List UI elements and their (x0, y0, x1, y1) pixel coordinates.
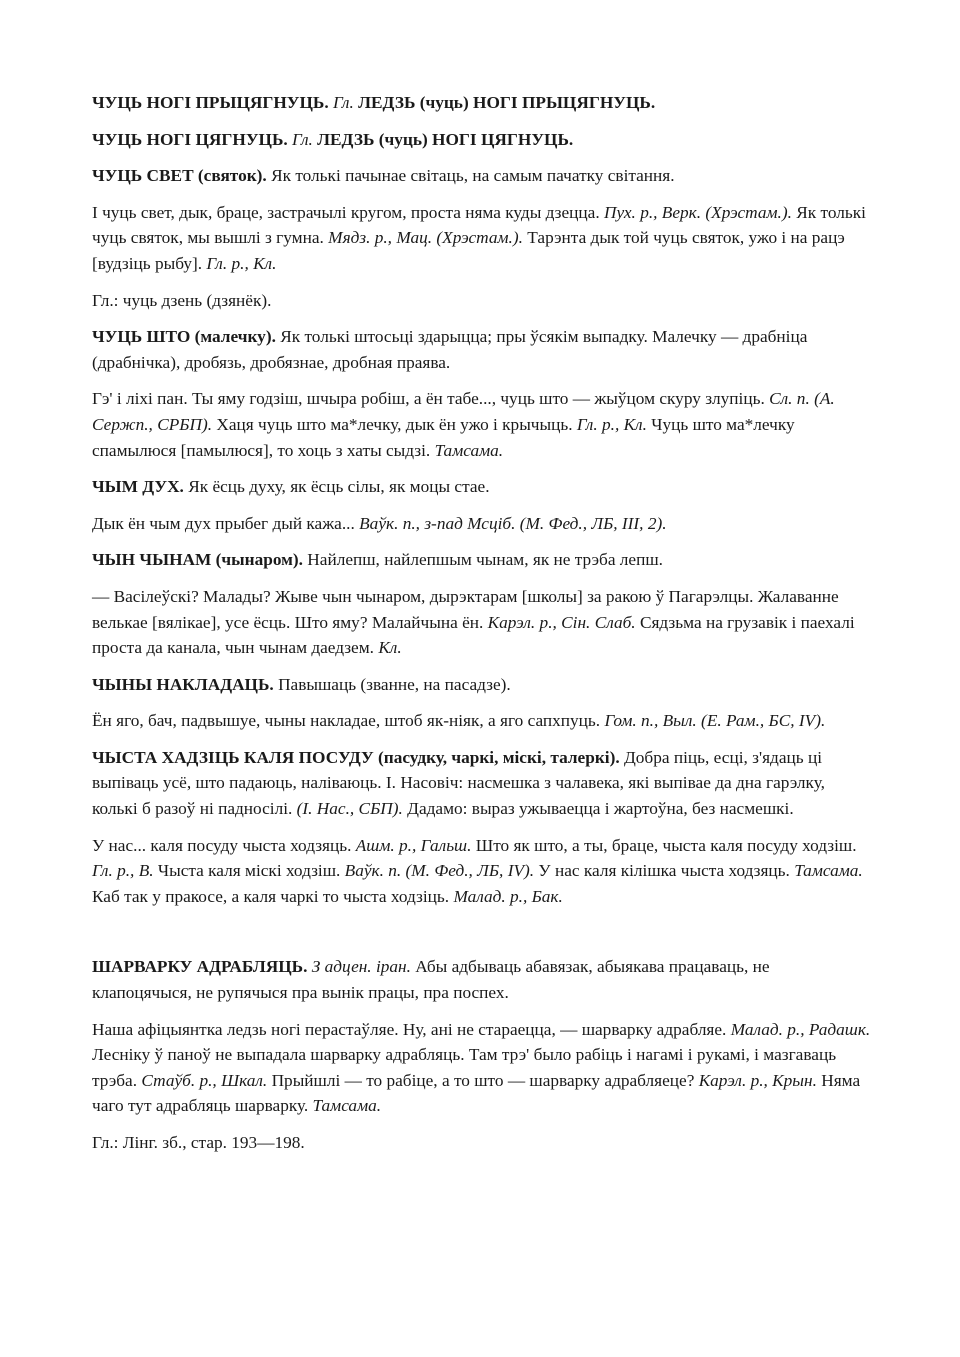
example-paragraph (92, 1017, 872, 1119)
entry-heading (92, 954, 872, 1005)
headword: ЧУЦЬ СВЕТ (святок). (92, 166, 267, 186)
source-citation: Ваўк. п. (М. Фед., ЛБ, IV). (344, 861, 535, 881)
headword: ЧУЦЬ НОГІ ЦЯГНУЦЬ. (92, 129, 288, 149)
source-citation: Гом. п., Выл. (Е. Рам., БС, IV). (604, 711, 826, 731)
example-paragraph (92, 584, 872, 661)
example-paragraph (92, 511, 872, 537)
example-text: Хаця чуць што ма*лечку, дык ён ужо і крычыць. (212, 414, 577, 434)
headword: ЧЫСТА ХАДЗІЦЬ КАЛЯ ПОСУДУ (пасудку, чаркі, міскі, талеркі). (92, 747, 620, 767)
see-also-paragraph (92, 288, 872, 314)
see-also-paragraph (92, 1130, 872, 1156)
example-text: Тарэнта дык той чуць святок, ужо і на рацэ [вудзіць рыбу]. (92, 228, 845, 273)
example-text: Лесніку ў паноў не выпадала шарварку адрабляць. Там трэ' было рабіць і нагамі і рукамі, і мазгаваць трэба. (92, 1045, 837, 1090)
example-text: — Васілеўскі? Малады? Жыве чын чынаром, дырэктарам [школы] за ракою ў Пагарэлцы. Жалаванне велькае [вялікае], усе ёсць. Што яму? Малайчына ён. (92, 586, 839, 632)
example-text: Наша афіцыянтка ледзь ногі перастаўляе. Ну, ані не стараецца, — шарварку адрабляе. (92, 1019, 731, 1039)
headword: ЧЫМ ДУХ. (92, 477, 184, 497)
source-citation: (І. Нас., СБП). (296, 799, 403, 819)
source-citation: Тамсама. (794, 861, 863, 881)
headword: ШАРВАРКУ АДРАБЛЯЦЬ. (92, 957, 308, 977)
headword: ЧУЦЬ ШТО (малечку). (92, 327, 276, 347)
entry-heading (92, 745, 872, 822)
source-citation: Мядз. р., Мац. (Хрэстам.). (328, 228, 523, 248)
headword-reference: ЛЕДЗЬ (чуць) НОГІ ЦЯГНУЦЬ. (312, 129, 574, 149)
source-citation: Малад. р., Радашк. (730, 1019, 871, 1039)
headword: ЧЫНЫ НАКЛАДАЦЬ. (92, 674, 274, 694)
example-text: У нас каля кілішка чыста ходзяць. (534, 861, 795, 881)
source-citation: Пух. р., Верк. (Хрэстам.). (603, 202, 792, 222)
source-citation: Карэл. р., Крын. (698, 1070, 817, 1090)
headword-reference: ЛЕДЗЬ (чуць) НОГІ ПРЫЦЯГНУЦЬ. (353, 93, 656, 112)
entry-heading (92, 163, 872, 189)
source-citation: Кл. (378, 638, 402, 658)
example-text: Гэ' і ліхі пан. Ты яму годзіш, шчыра робіш, а ён табе..., чуць што — жыўцом скуру злупіць. (92, 389, 770, 409)
headword: ЧЫН ЧЫНАМ (чынаром). (92, 550, 303, 570)
source-citation: Тамсама. (434, 440, 504, 460)
example-text: У нас... каля посуду чыста ходзяць. (92, 835, 356, 855)
definition: Найлепш, найлепшым чынам, як не трэба лепш. (302, 550, 663, 570)
document-page (92, 90, 872, 1167)
example-text: Сядзьма на грузавік і паехалі проста да канала, чын чынам даедзем. (92, 612, 855, 658)
source-citation: Ваўк. п., з-пад Мсціб. (М. Фед., ЛБ, III, 2). (359, 513, 667, 533)
source-citation: Малад. р., Бак. (453, 886, 563, 906)
example-text: Што як што, а ты, браце, чыста каля посуду ходзіш. (471, 835, 857, 855)
source-citation: Сл. п. (А. Сержп., СРБП). (92, 389, 835, 434)
cross-reference: Гл. (292, 129, 313, 149)
example-text: Ён яго, бач, падвышуе, чыны накладае, штоб як-ніяк, а яго сапхпуць. (92, 711, 605, 731)
example-paragraph (92, 200, 872, 277)
definition: Абы адбываць абавязак, абыякава працаваць, не клапоцячыся, не рупячыся пра вынік працы, пра поспех. (92, 957, 770, 1003)
cross-reference: Гл. (333, 93, 354, 112)
example-text: Прыйшлі — то рабіце, а то што — шарварку адрабляеце? (267, 1070, 699, 1090)
definition: Як ёсць духу, як ёсць сілы, як моцы стае. (183, 477, 490, 497)
entry-heading (92, 127, 872, 153)
example-text: Каб так у пракосе, а каля чаркі то чыста ходзіць. (92, 886, 454, 906)
source-citation: Стаўб. р., Шкал. (141, 1070, 268, 1090)
entry-heading (92, 547, 872, 573)
example-text: Чуць што ма*лечку спамылюся [памылюся], то хоць з хаты сыдзі. (92, 414, 795, 460)
definition: Добра піць, есці, з'ядаць ці выпіваць усё, што падаюць, наліваюць. І. Насовіч: насмешка з чалавека, які выпівае да дна гарэлку, колькі б разоў ні падносілі. (92, 747, 825, 819)
example-text: Чыста каля міскі ходзіш. (153, 861, 345, 881)
example-text: Няма чаго тут адрабляць шарварку. (92, 1070, 861, 1116)
entry-heading (92, 324, 872, 375)
example-text: Як толькі чуць святок, мы вышлі з гумна. (92, 202, 866, 248)
definition: Як толькі пачынае світаць, на самым пачатку світання. (266, 166, 675, 186)
definition: Як толькі штосьці здарыцца; пры ўсякім выпадку. Малечку — драбніца (драбнічка), дробязь, дробязнае, дробная праява. (92, 327, 808, 372)
definition: Дадамо: выраз ужываецца і жартоўна, без насмешкі. (402, 799, 794, 819)
usage-note: З адцен. іран. (311, 957, 411, 977)
headword: ЧУЦЬ НОГІ ПРЫЦЯГНУЦЬ. (92, 93, 329, 112)
source-citation: Ашм. р., Гальш. (355, 835, 472, 855)
entry-heading (92, 90, 872, 116)
source-citation: Карэл. р., Сін. Слаб. (487, 612, 636, 632)
definition: Павышаць (званне, на пасадзе). (273, 674, 511, 694)
example-paragraph (92, 386, 872, 463)
entry-heading (92, 474, 872, 500)
source-citation: Гл. р., Кл. (206, 253, 277, 273)
example-text: І чуць свет, дык, браце, застрачылі кругом, проста няма куды дзецца. (92, 202, 604, 222)
see-also-text: Гл.: чуць дзень (дзянёк). (92, 290, 272, 310)
example-paragraph (92, 833, 872, 910)
entry-heading (92, 672, 872, 698)
source-citation: Гл. р., В. (92, 861, 154, 881)
source-citation: Тамсама. (312, 1096, 382, 1116)
example-paragraph (92, 708, 872, 734)
source-citation: Гл. р., Кл. (576, 414, 647, 434)
example-text: Дык ён чым дух прыбег дый кажа... (92, 513, 360, 533)
see-also-text: Гл.: Лінг. зб., стар. 193—198. (92, 1133, 305, 1152)
